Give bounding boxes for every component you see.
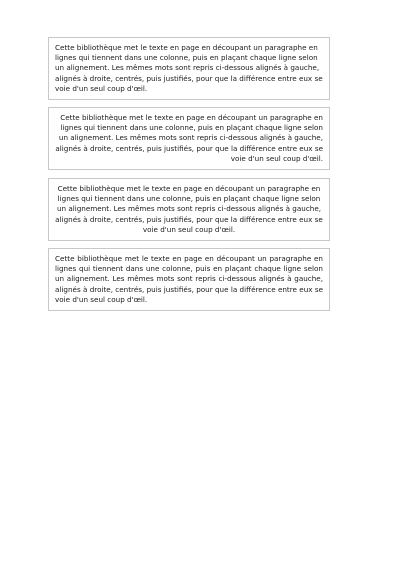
paragraph-box-centered: [48, 178, 330, 241]
paragraph-left-aligned: Cette bibliothèque met le texte en page en découpant un paragraphe en lignes qui tiennent dans une colonne, puis en plaçant chaque ligne selon un alignement. Les mêmes mots sont repris ci-dessous alignés à gauche, alignés à droite, centrés, puis justifiés, pour que la différence entre eux se voie d'un seul coup d'œil.: [55, 43, 323, 93]
paragraph-right-aligned: Cette bibliothèque met le texte en page en découpant un paragraphe en lignes qui tiennent dans une colonne, puis en plaçant chaque ligne selon un alignement. Les mêmes mots sont repris ci-dessous alignés à gauche, alignés à droite, centrés, puis justifiés, pour que la différence entre eux se voie d'un seul coup d'œil.: [55, 113, 323, 163]
paragraph-centered: Cette bibliothèque met le texte en page en découpant un paragraphe en lignes qui tiennent dans une colonne, puis en plaçant chaque ligne selon un alignement. Les mêmes mots sont repris ci-dessous alignés à gauche, alignés à droite, centrés, puis justifiés, pour que la différence entre eux se voie d'un seul coup d'œil.: [55, 184, 323, 234]
paragraph-justified: Cette bibliothèque met le texte en page en découpant un paragraphe en lignes qui tiennent dans une colonne, puis en plaçant chaque ligne selon un alignement. Les mêmes mots sont repris ci-dessous alignés à gauche, alignés à droite, centrés, puis justifiés, pour que la différence entre eux se voie d'un seul coup d'œil.: [55, 254, 323, 304]
paragraph-box-right-aligned: [48, 107, 330, 170]
paragraph-box-justified: [48, 248, 330, 311]
paragraph-box-left-aligned: [48, 37, 330, 100]
